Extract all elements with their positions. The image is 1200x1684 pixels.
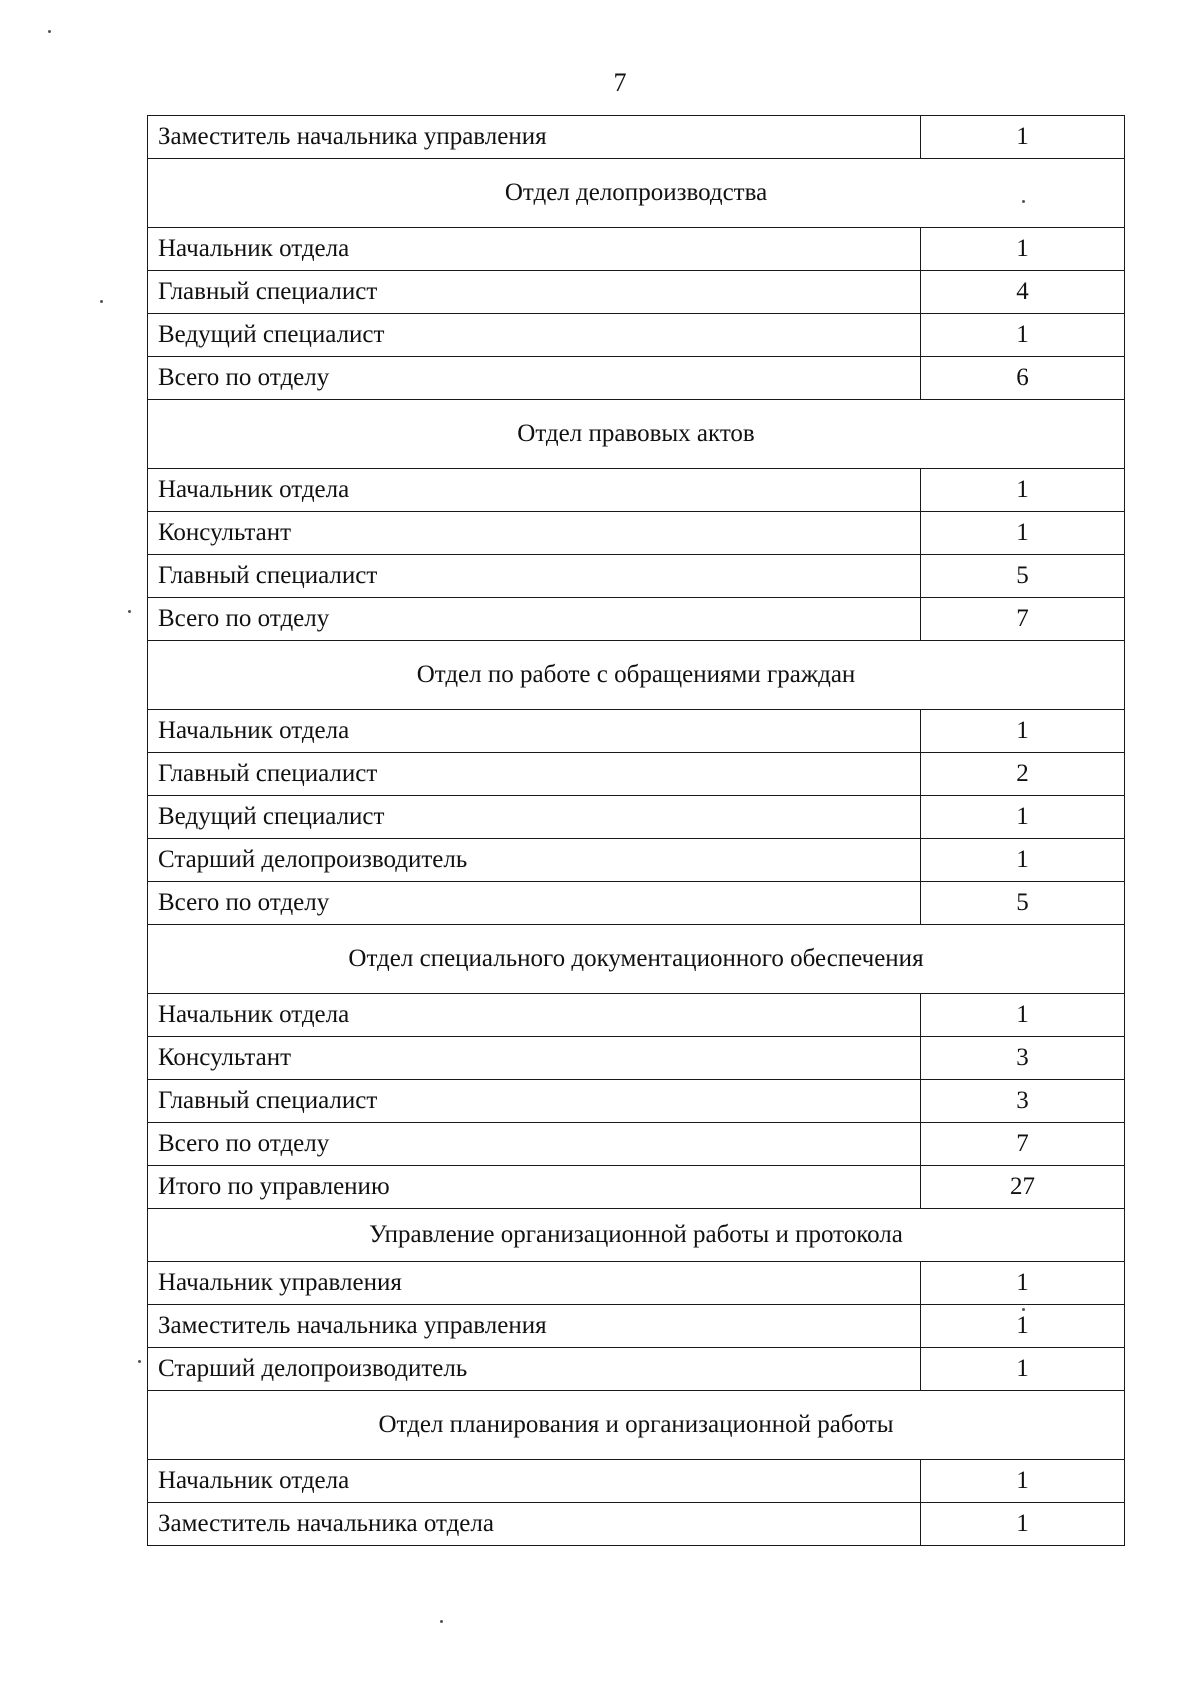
count-cell: 2 — [921, 753, 1125, 796]
position-cell: Итого по управлению — [148, 1166, 921, 1209]
table-row — [148, 839, 1125, 882]
position-cell: Главный специалист — [148, 753, 921, 796]
table-row — [148, 1348, 1125, 1391]
section-header-row — [148, 925, 1125, 994]
count-cell: 1 — [921, 796, 1125, 839]
count-cell: 1 — [921, 228, 1125, 271]
scan-speck — [48, 30, 51, 33]
position-cell: Начальник управления — [148, 1262, 921, 1305]
count-cell: 6 — [921, 357, 1125, 400]
table-row — [148, 1262, 1125, 1305]
table-row — [148, 512, 1125, 555]
section-header-row — [148, 641, 1125, 710]
table-row — [148, 882, 1125, 925]
section-title: Отдел делопроизводства — [148, 159, 1125, 228]
section-header-row — [148, 400, 1125, 469]
section-title: Отдел правовых актов — [148, 400, 1125, 469]
scan-speck — [440, 1620, 443, 1623]
table-row — [148, 228, 1125, 271]
position-cell: Всего по отделу — [148, 357, 921, 400]
count-cell: 3 — [921, 1037, 1125, 1080]
count-cell: 1 — [921, 1348, 1125, 1391]
position-cell: Заместитель начальника управления — [148, 116, 921, 159]
count-cell: 3 — [921, 1080, 1125, 1123]
scan-speck — [1022, 1308, 1025, 1311]
count-cell: 27 — [921, 1166, 1125, 1209]
count-cell: 1 — [921, 839, 1125, 882]
count-cell: 1 — [921, 994, 1125, 1037]
table-row — [148, 1166, 1125, 1209]
scan-speck — [128, 610, 131, 613]
position-cell: Начальник отдела — [148, 1460, 921, 1503]
position-cell: Всего по отделу — [148, 882, 921, 925]
count-cell: 5 — [921, 882, 1125, 925]
table-row — [148, 314, 1125, 357]
position-cell: Начальник отдела — [148, 994, 921, 1037]
position-cell: Главный специалист — [148, 271, 921, 314]
position-cell: Консультант — [148, 512, 921, 555]
count-cell: 1 — [921, 116, 1125, 159]
count-cell: 1 — [921, 469, 1125, 512]
staffing-table — [147, 115, 1125, 1546]
position-cell: Ведущий специалист — [148, 796, 921, 839]
position-cell: Ведущий специалист — [148, 314, 921, 357]
table-row — [148, 1460, 1125, 1503]
staffing-table-body — [148, 116, 1125, 1546]
count-cell: 1 — [921, 1503, 1125, 1546]
section-title: Управление организационной работы и протокола — [148, 1209, 1125, 1262]
position-cell: Начальник отдела — [148, 228, 921, 271]
table-row — [148, 357, 1125, 400]
section-title: Отдел по работе с обращениями граждан — [148, 641, 1125, 710]
position-cell: Начальник отдела — [148, 469, 921, 512]
section-title: Отдел специального документационного обеспечения — [148, 925, 1125, 994]
scan-speck — [138, 1360, 141, 1363]
position-cell: Старший делопроизводитель — [148, 1348, 921, 1391]
position-cell: Начальник отдела — [148, 710, 921, 753]
table-row — [148, 796, 1125, 839]
count-cell: 5 — [921, 555, 1125, 598]
table-row — [148, 1123, 1125, 1166]
position-cell: Консультант — [148, 1037, 921, 1080]
position-cell: Заместитель начальника отдела — [148, 1503, 921, 1546]
section-header-row — [148, 159, 1125, 228]
table-row — [148, 1080, 1125, 1123]
count-cell: 7 — [921, 1123, 1125, 1166]
table-row — [148, 753, 1125, 796]
position-cell: Заместитель начальника управления — [148, 1305, 921, 1348]
section-header-row — [148, 1209, 1125, 1262]
table-row — [148, 271, 1125, 314]
table-row — [148, 116, 1125, 159]
count-cell: 1 — [921, 1305, 1125, 1348]
page-number: 7 — [613, 68, 627, 97]
scan-speck — [1022, 200, 1025, 203]
count-cell: 1 — [921, 314, 1125, 357]
table-row — [148, 1305, 1125, 1348]
table-row — [148, 1503, 1125, 1546]
table-row — [148, 710, 1125, 753]
table-row — [148, 1037, 1125, 1080]
section-header-row — [148, 1391, 1125, 1460]
count-cell: 1 — [921, 1460, 1125, 1503]
position-cell: Главный специалист — [148, 555, 921, 598]
section-title: Отдел планирования и организационной работы — [148, 1391, 1125, 1460]
count-cell: 1 — [921, 1262, 1125, 1305]
table-row — [148, 555, 1125, 598]
position-cell: Всего по отделу — [148, 598, 921, 641]
table-row — [148, 598, 1125, 641]
table-row — [148, 469, 1125, 512]
position-cell: Всего по отделу — [148, 1123, 921, 1166]
table-row — [148, 994, 1125, 1037]
count-cell: 1 — [921, 512, 1125, 555]
position-cell: Старший делопроизводитель — [148, 839, 921, 882]
position-cell: Главный специалист — [148, 1080, 921, 1123]
count-cell: 7 — [921, 598, 1125, 641]
scan-speck — [100, 300, 103, 303]
count-cell: 1 — [921, 710, 1125, 753]
count-cell: 4 — [921, 271, 1125, 314]
